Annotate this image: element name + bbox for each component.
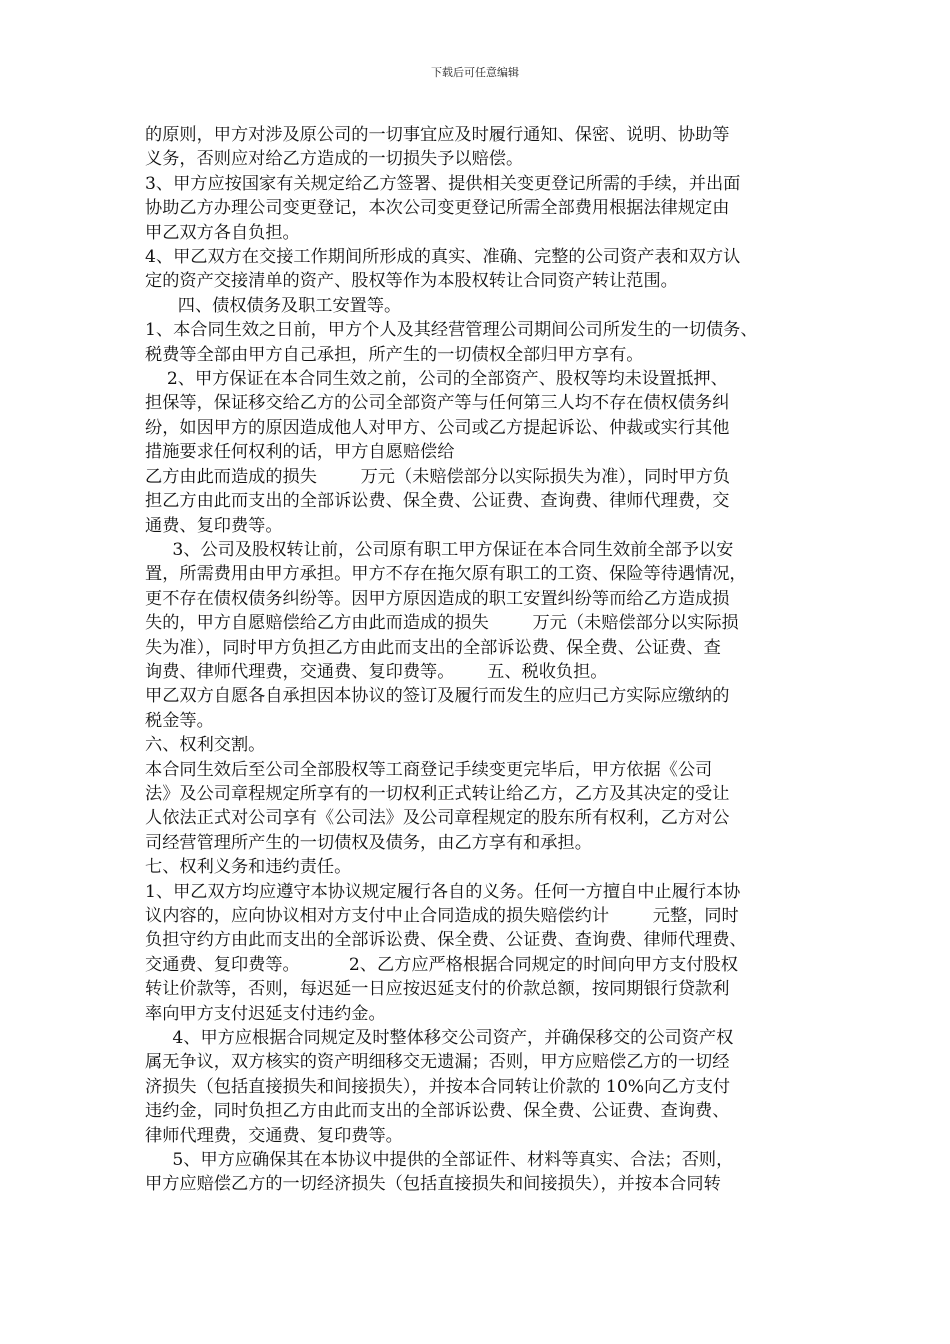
text-line: 税费等全部由甲方自己承担，所产生的一切债权全部归甲方享有。 — [145, 344, 644, 365]
text-line: 5、甲方应确保其在本协议中提供的全部证件、材料等真实、合法；否则， — [145, 1150, 734, 1171]
text-line: 询费、律师代理费，交通费、复印费等。 五、税收负担。 — [145, 661, 608, 682]
text-line: 3、甲方应按国家有关规定给乙方签署、提供相关变更登记所需的手续，并出面 — [145, 173, 741, 194]
text-line: 法》及公司章程规定所享有的一切权利正式转让给乙方，乙方及其决定的受让 — [145, 783, 730, 804]
text-line: 六、权利交割。 — [145, 735, 266, 756]
text-line: 3、公司及股权转让前，公司原有职工甲方保证在本合同生效前全部予以安 — [145, 539, 734, 560]
text-line: 4、甲方应根据合同规定及时整体移交公司资产，并确保移交的公司资产权 — [145, 1028, 734, 1049]
text-line: 司经营管理所产生的一切债权及债务，由乙方享有和承担。 — [145, 832, 592, 853]
text-line: 4、甲乙双方在交接工作期间所形成的真实、准确、完整的公司资产表和双方认 — [145, 247, 741, 268]
text-line: 交通费、复印费等。 2、乙方应严格根据合同规定的时间向甲方支付股权 — [145, 954, 738, 975]
text-line: 1、甲乙双方均应遵守本协议规定履行各自的义务。任何一方擅自中止履行本协 — [145, 881, 741, 902]
text-line: 定的资产交接清单的资产、股权等作为本股权转让合同资产转让范围。 — [145, 271, 678, 292]
text-line: 置，所需费用由甲方承担。甲方不存在拖欠原有职工的工资、保险等待遇情况， — [145, 564, 747, 585]
text-line: 甲乙双方自愿各自承担因本协议的签订及履行而发生的应归己方实际应缴纳的 — [145, 686, 730, 707]
text-line: 的原则，甲方对涉及原公司的一切事宜应及时履行通知、保密、说明、协助等 — [145, 125, 730, 145]
text-line: 济损失（包括直接损失和间接损失），并按本合同转让价款的 10%向乙方支付 — [145, 1076, 731, 1097]
text-line: 违约金，同时负担乙方由此而支出的全部诉讼费、保全费、公证费、查询费、 — [145, 1101, 730, 1122]
text-line: 通费、复印费等。 — [145, 515, 283, 536]
text-line: 属无争议，双方核实的资产明细移交无遗漏；否则，甲方应赔偿乙方的一切经 — [145, 1052, 730, 1073]
text-line: 乙方由此而造成的损失 万元（未赔偿部分以实际损失为准），同时甲方负 — [145, 466, 731, 487]
document-body — [145, 123, 807, 1197]
text-line: 本合同生效后至公司全部股权等工商登记手续变更完毕后，甲方依据《公司 — [145, 759, 713, 780]
text-line: 担保等，保证移交给乙方的公司全部资产等与任何第三人均不存在债权债务纠 — [145, 393, 730, 414]
text-line: 律师代理费，交通费、复印费等。 — [145, 1125, 403, 1146]
text-line: 义务，否则应对给乙方造成的一切损失予以赔偿。 — [145, 149, 524, 170]
text-line: 措施要求任何权利的话，甲方自愿赔偿给 — [145, 442, 455, 463]
text-line: 甲方应赔偿乙方的一切经济损失（包括直接损失和间接损失），并按本合同转 — [145, 1174, 721, 1195]
text-line: 担乙方由此而支出的全部诉讼费、保全费、公证费、查询费、律师代理费，交 — [145, 491, 730, 512]
text-line: 负担守约方由此而支出的全部诉讼费、保全费、公证费、查询费、律师代理费、 — [145, 930, 747, 951]
text-line: 纷，如因甲方的原因造成他人对甲方、公司或乙方提起诉讼、仲裁或实行其他 — [145, 417, 730, 438]
text-line: 转让价款等，否则，每迟延一日应按迟延支付的价款总额，按同期银行贷款利 — [145, 979, 730, 1000]
text-line: 更不存在债权债务纠纷等。因甲方原因造成的职工安置纠纷等而给乙方造成损 — [145, 588, 730, 609]
text-line: 议内容的，应向协议相对方支付中止合同造成的损失赔偿约计 元整，同时 — [145, 906, 739, 926]
text-line: 协助乙方办理公司变更登记，本次公司变更登记所需全部费用根据法律规定由 — [145, 198, 730, 219]
text-line: 甲乙双方各自负担。 — [145, 222, 300, 243]
text-line: 率向甲方支付迟延支付违约金。 — [145, 1003, 386, 1024]
text-line: 人依法正式对公司享有《公司法》及公司章程规定的股东所有权利，乙方对公 — [145, 808, 730, 829]
text-line: 七、权利义务和违约责任。 — [145, 857, 352, 878]
text-line: 税金等。 — [145, 710, 214, 731]
text-line: 2、甲方保证在本合同生效之前，公司的全部资产、股权等均未设置抵押、 — [145, 369, 728, 390]
text-line: 失的，甲方自愿赔偿给乙方由此而造成的损失 万元（未赔偿部分以实际损 — [145, 613, 739, 634]
text-line: 1、本合同生效之日前，甲方个人及其经营管理公司期间公司所发生的一切债务、 — [145, 320, 758, 341]
text-line: 四、债权债务及职工安置等。 — [145, 295, 402, 316]
text-line: 失为准），同时甲方负担乙方由此而支出的全部诉讼费、保全费、公证费、查 — [145, 637, 721, 658]
page-header: 下载后可任意编辑 — [431, 66, 519, 79]
